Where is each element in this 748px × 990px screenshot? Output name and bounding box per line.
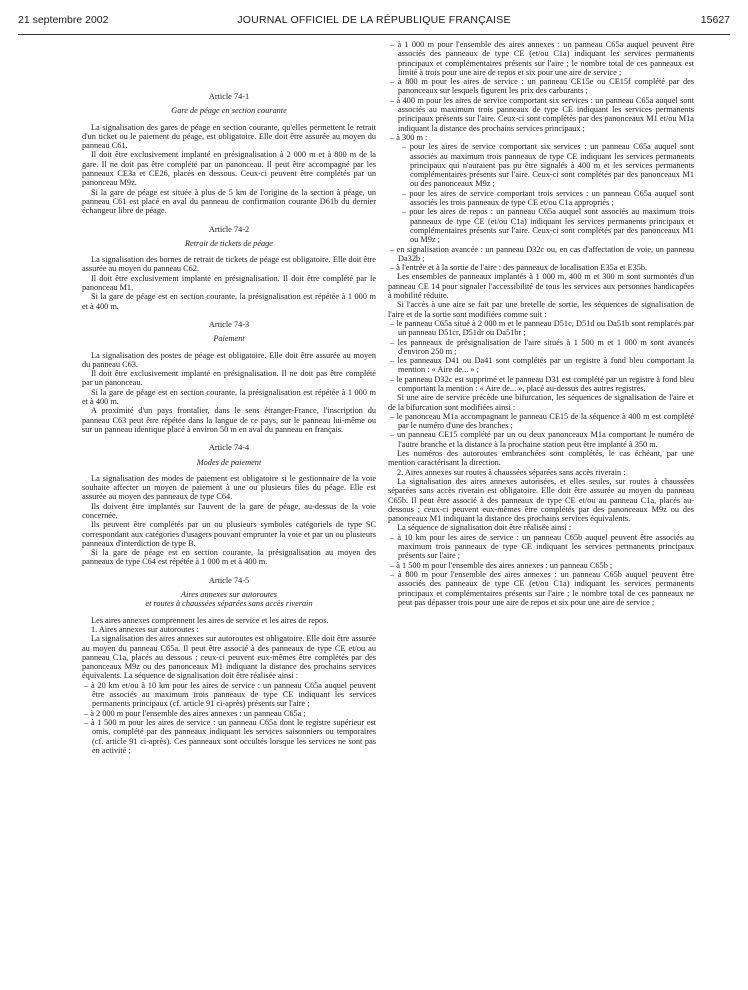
list-item: – à 800 m pour les aires de service : un panneau CE15e ou CE15f complété par des panonceaux sur lesquels figurent les prix des carburants ; xyxy=(390,77,694,96)
list-item: – à 1 000 m pour l'ensemble des aires annexes : un panneau C65a auquel peuvent être associés des panneaux de type CE (et/ou C1a) indiquant les services permanents principaux et complémentaires présents sur l'aire ; le nombre total de ces panneaux est limité à trois pour une aire de repos et six pour une aire de service ; xyxy=(390,40,694,77)
header-date: 21 septembre 2002 xyxy=(18,14,109,26)
article-74-2-subtitle: Retrait de tickets de péage xyxy=(184,238,273,248)
article-74-1-title: Article 74-1 xyxy=(208,92,250,101)
bifurcation-modification-list xyxy=(388,412,694,449)
header-page-number: 15627 xyxy=(700,14,730,26)
list-item: – à 10 km pour les aires de service : un panneau C65b auquel peuvent être associés au maximum trois panneaux de type CE indiquant les services permanents principaux présents sur l'aire ; xyxy=(390,532,694,561)
paragraph: Il doit être exclusivement implanté en présignalisation. Il doit être complété par le panonceau M1. xyxy=(82,273,376,293)
paragraph: A proximité d'un pays frontalier, dans le sens étranger-France, l'inscription du panneau C63 peut être répétée dans la langue de ce pays, sur le panneau lui-même ou sur un panneau identique placé à environ 50 m en aval du panneau en français. xyxy=(82,406,376,434)
list-item: – à 400 m pour les aires de service comportant six services : un panneau C65a auquel sont associés au maximum trois panneaux de type CE indiquant les services permanents principaux présents sur l'aire. Ceux-ci sont complétés par des panonceaux M1 et/ou M1a indiquant la distance des prochains services principaux ; xyxy=(390,95,694,133)
paragraph: La signalisation des bornes de retrait de tickets de péage est obligatoire. Elle doit être assurée au moyen du panneau C62. xyxy=(82,255,376,274)
paragraph: La signalisation des aires annexes sur autoroutes est obligatoire. Elle doit être assurée au moyen du panneau C65a. Il peut être associé à des panneaux de type CE et/ou au panneau C1a, placés au dessous ; ceux-ci peuvent eux-mêmes être complétés par des panonceaux M9z ou des panonceaux M1 indiquant la distance des prochains services équivalents. La séquence de signalisation doit être réalisée ainsi : xyxy=(82,634,376,681)
paragraph: Si la gare de péage est située à plus de 5 km de l'origine de la section à péage, un panneau C61 est placé en aval du panneau de confirmation courante D61b du dernier échangeur libre de péage. xyxy=(82,187,376,216)
list-item: – à 1 500 m pour les aires de service : un panneau C65a dont le registre supérieur est omis, complété par des panneaux indiquant les services saisonniers ou temporaires (cf. article 91 ci-après). Ces panneaux sont occultés lorsque les services ne sont pas en activité ; xyxy=(84,717,376,755)
signal-sequence-list-continued xyxy=(388,40,694,272)
paragraph: Ils peuvent être complétés par un ou plusieurs symboles catégoriels de type SC correspondant aux catégories d'usagers pouvant emprunter la voie et par un ou plusieurs panneaux d'interdiction de type B. xyxy=(82,520,376,548)
paragraph: La séquence de signalisation doit être réalisée ainsi : xyxy=(397,523,572,533)
list-item: – le panonceau M1a accompagnant le panneau CE15 de la séquence à 400 m est complété par le numéro d'une des branches ; xyxy=(390,411,694,431)
page-header xyxy=(18,14,730,30)
paragraph: Si la gare de péage est en section courante, la présignalisation est répétée à 1 000 m et à 400 m. xyxy=(82,292,376,311)
paragraph: Si une aire de service précède une bifurcation, les séquences de signalisation de l'aire et de la bifurcation sont modifiées ainsi : xyxy=(388,393,694,412)
paragraph: 1. Aires annexes sur autoroutes : xyxy=(91,624,199,634)
list-item: – les panneaux D41 ou Da41 sont complétés par un registre à fond bleu comportant la mention : « Aire de... » ; xyxy=(390,356,694,375)
article-74-1-subtitle: Gare de péage en section courante xyxy=(171,106,287,116)
header-journal-title: JOURNAL OFFICIEL DE LA RÉPUBLIQUE FRANÇAISE xyxy=(237,14,511,26)
paragraph: La signalisation des postes de péage est obligatoire. Elle doit être assurée au moyen du panneau C63. xyxy=(82,350,376,369)
signal-sequence-list xyxy=(82,681,376,755)
list-subitem: – pour les aires de repos : un panneau C65a auquel sont associés au maximum trois panneaux de type CE (et/ou C1a) indiquant les services permanents principaux et complémentaires présents sur l'aire. Ceux-ci sont complétés par des panonceaux M1 ou M9z ; xyxy=(402,207,694,245)
article-74-2-title: Article 74-2 xyxy=(208,224,250,234)
paragraph: La signalisation des modes de paiement est obligatoire si le gestionnaire de la voie souhaite affecter un moyen de paiement à une ou plusieurs files du péage. Elle est assurée au moyen des panneaux de type C64. xyxy=(82,473,376,502)
article-74-5-title: Article 74-5 xyxy=(208,575,250,585)
header-rule xyxy=(18,34,730,35)
list-subitem: – pour les aires de service comportant trois services : un panneau C65a auquel sont associés les trois panneaux de type CE et/ou C1a appropriés ; xyxy=(402,188,694,208)
list-item: – à 800 m pour l'ensemble des aires annexes : un panneau C65b auquel peuvent être associés des panneaux de type CE (et/ou C1a) indiquant les services permanents principaux et complémentaires présents sur l'aire ; le nombre total de ces panneaux ne peut pas dépasser trois pour une aire de repos et six pour une aire de service ; xyxy=(390,569,694,607)
list-item: – à l'entrée et à la sortie de l'aire : des panneaux de localisation E35a et E35b. xyxy=(390,263,648,273)
paragraph: Il doit être exclusivement implanté en présignalisation à 2 000 m et à 800 m de la gare. Il ne doit pas être complété par un panonceau. Il peut être accompagné par les panneaux CE3a et CE26, placés en dessous. Ceux-ci peuvent être complétés par un panonceau M9z. xyxy=(82,150,376,188)
list-subitem: – pour les aires de service comportant six services : un panneau C65a auquel sont associés au maximum trois panneaux de type CE indiquant les services permanents principaux qui n'auraient pas pu être signalés à 400 m et les services permanents complémentaires présents sur l'aire. Ceux-ci sont complétés par des panonceaux M1 ou des panonceaux M9z ; xyxy=(402,142,694,189)
list-item: – le panneau D32c est supprimé et le panneau D31 est complété par un registre à fond bleu comportant la mention : « Aire de... », placé au-dessus des autres registres. xyxy=(390,374,694,393)
article-74-3-title: Article 74-3 xyxy=(208,319,250,329)
paragraph: Si la gare de péage est en section courante, la présignalisation est répétée à 1 000 m et à 400 m. xyxy=(82,387,376,407)
paragraph: Les ensembles de panneaux implantés à 1 000 m, 400 m et 300 m sont surmontés d'un panneau CE 14 pour signaler l'accessibilité de tous les services aux personnes handicapées à mobilité réduite. xyxy=(388,272,694,301)
paragraph: Les aires annexes comprennent les aires de service et les aires de repos. xyxy=(91,615,329,625)
list-item: – le panneau C65a situé à 2 000 m et le panneau D51c, D51d ou Da51b sont remplacés par un panneau D51cr, D51dr ou Da51br ; xyxy=(390,318,694,338)
paragraph: La signalisation des aires annexes autorisées, et elles seules, sur routes à chaussées séparées sans accès riverain est obligatoire. Elle doit être assurée au moyen du panneau C65b. Il peut être associé à des panneaux de type CE et/ou au panneau C1a, placés au-dessous ; ceux-ci peuvent eux-mêmes être complétés par des panonceaux M9z ou des panonceaux M1 indiquant la distance des prochains services équivalents. xyxy=(388,476,694,524)
paragraph: La signalisation des gares de péage en section courante, qu'elles permettent le retrait d'un ticket ou le paiement du péage, est obligatoire. Elle doit être assurée au moyen du panneau C61. xyxy=(82,122,376,151)
paragraph: 2. Aires annexes sur routes à chaussées séparées sans accès riverain : xyxy=(397,467,626,477)
list-item: – à 2 000 m pour l'ensemble des aires annexes : un panneau C65a ; xyxy=(84,708,306,718)
article-74-5-subtitle-line2: et routes à chaussées séparées sans accès riverain xyxy=(145,599,313,609)
list-item: – les panneaux de présignalisation de l'aire situés à 1 500 m et 1 000 m sont avancés d'environ 250 m ; xyxy=(390,337,694,356)
article-74-4-title: Article 74-4 xyxy=(208,443,250,453)
paragraph: Ils doivent être implantés sur l'auvent de la gare de péage, au-dessus de la voie concernée. xyxy=(82,501,376,520)
article-74-4-subtitle: Modes de paiement xyxy=(196,457,262,467)
list-item: – en signalisation avancée : un panneau D32c ou, en cas d'affectation de voie, un panneau Da32b ; xyxy=(390,244,694,263)
paragraph: Si l'accès à une aire se fait par une bretelle de sortie, les séquences de signalisation de l'aire et de la sortie sont modifiées comme suit : xyxy=(388,300,694,319)
paragraph: Les numéros des autoroutes embranchées sont complétés, le cas échéant, par une mention caractérisant la direction. xyxy=(388,449,694,468)
list-item: – un panneau CE15 complété par un ou deux panonceaux M1a comportant le numéro de l'autre branche et la distance à la prochaine station peut être implanté à 350 m. xyxy=(390,430,694,449)
list-item: – à 300 m : xyxy=(390,132,428,142)
article-74-3-subtitle: Paiement xyxy=(213,334,245,344)
right-column xyxy=(388,40,694,607)
article-74-5-subtitle-line1: Aires annexes sur autoroutes xyxy=(181,590,277,600)
list-item: – à 1 500 m pour l'ensemble des aires annexes : un panneau C65b ; xyxy=(390,560,613,570)
exit-ramp-modification-list xyxy=(388,319,694,393)
paragraph: Il doit être exclusivement implanté en présignalisation. Il ne doit pas être complété par un panonceau. xyxy=(82,369,376,388)
paragraph: Si la gare de péage est en section courante, la présignalisation au moyen des panneaux de type C64 est répétée à 1 000 m et à 400 m. xyxy=(82,548,376,567)
left-column xyxy=(82,40,376,755)
list-item: – à 20 km et/ou à 10 km pour les aires de service : un panneau C65a auquel peuvent être associés au maximum trois panneaux de type CE indiquant les services permanents principaux (cf. article 91 ci-après) présents sur l'aire ; xyxy=(84,680,376,709)
route-sequence-list xyxy=(388,533,694,607)
